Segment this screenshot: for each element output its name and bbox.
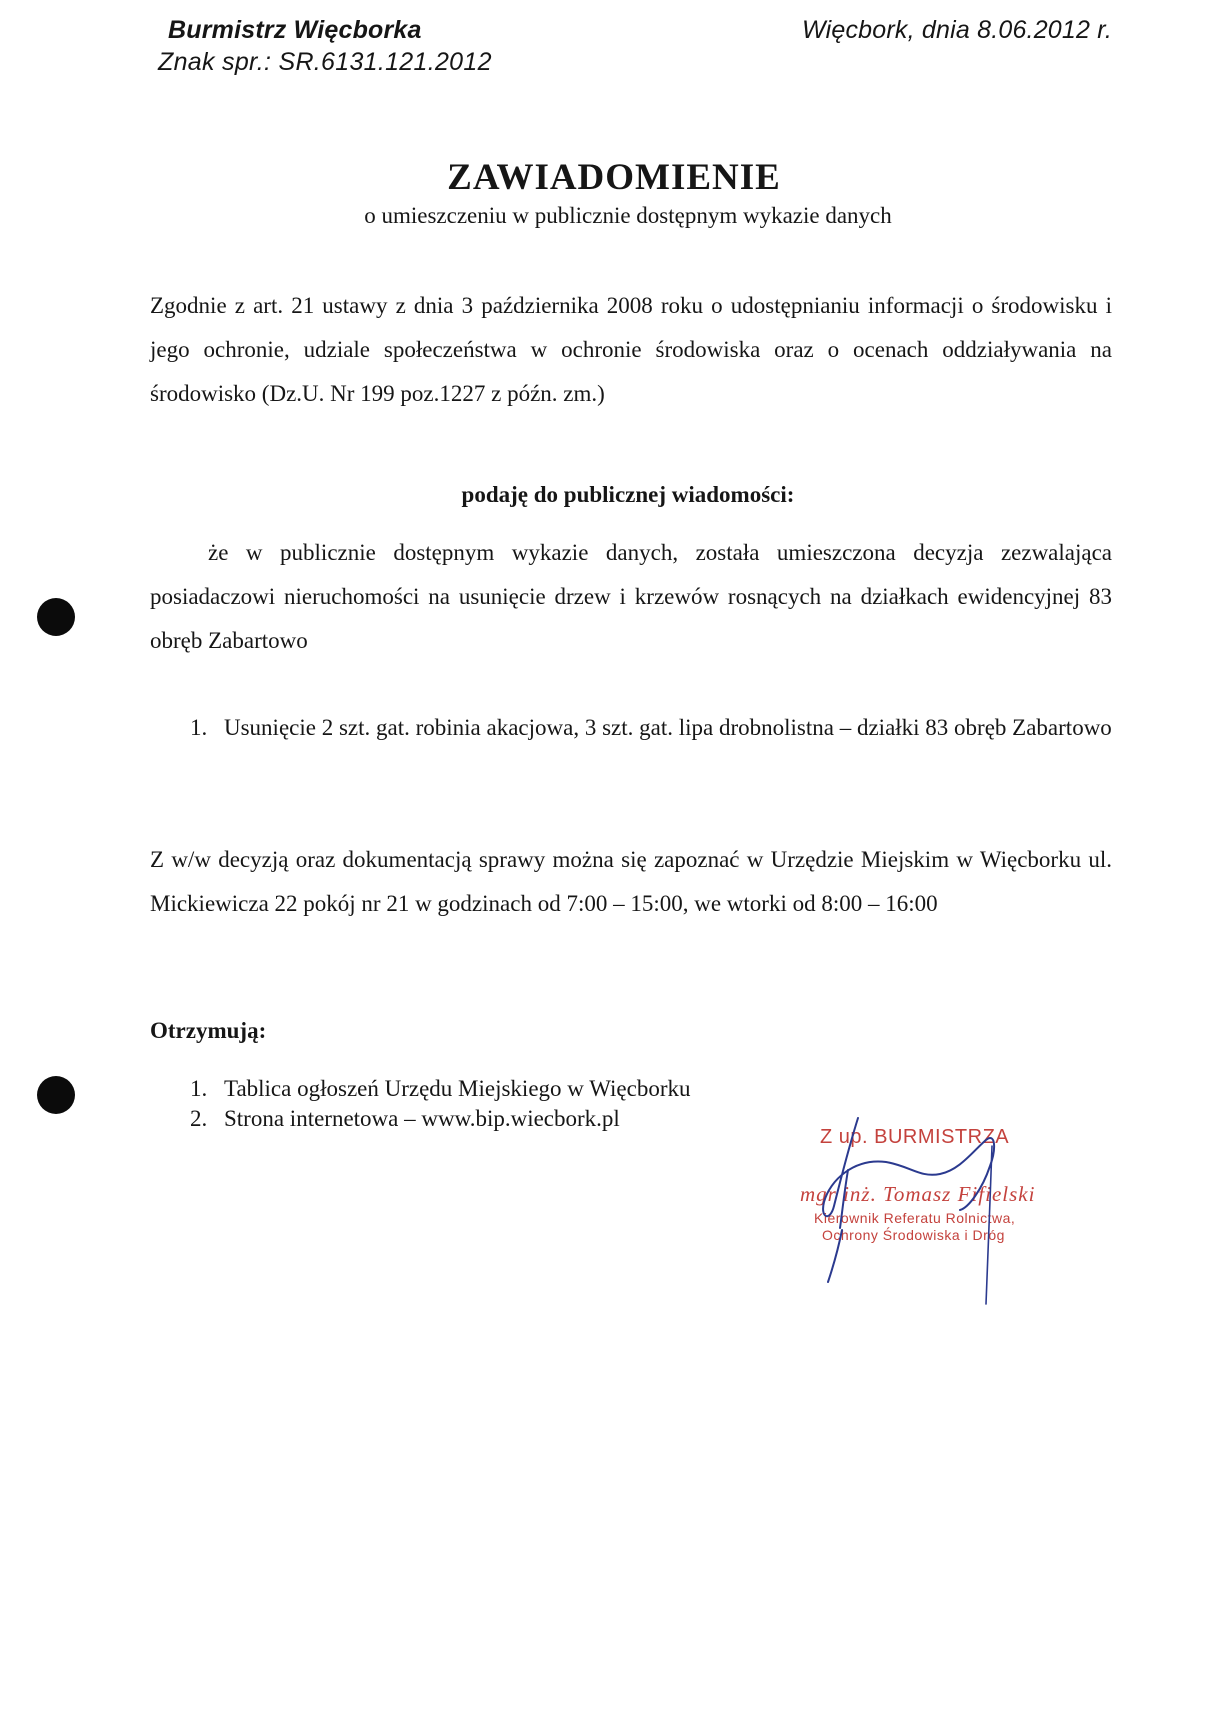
stamp-authority-line: Z up. BURMISTRZA: [820, 1126, 1010, 1148]
recipients-heading: Otrzymują:: [150, 1018, 267, 1043]
document-subtitle: o umieszczeniu w publicznie dostępnym wykazie danych: [364, 203, 892, 228]
list-item-number: 1.: [190, 1076, 208, 1101]
list-item: [190, 706, 1112, 750]
list-item-number: 2.: [190, 1106, 208, 1131]
stamp-department-line: Ochrony Środowiska i Dróg: [822, 1227, 1005, 1243]
decision-items-list: [190, 706, 1112, 750]
access-info-paragraph: Z w/w decyzją oraz dokumentacją sprawy można się zapoznać w Urzędzie Miejskim w Więcborku ul. Mickiewicza 22 pokój nr 21 w godzinach od 7:00 – 15:00, we wtorki od 8:00 – 16:00: [150, 847, 1112, 916]
list-item-text: Tablica ogłoszeń Urzędu Miejskiego w Więcborku: [224, 1076, 691, 1101]
list-item: [190, 1074, 1112, 1104]
case-reference: Znak spr.: SR.6131.121.2012: [158, 48, 492, 76]
decision-paragraph: że w publicznie dostępnym wykazie danych, została umieszczona decyzja zezwalająca posiadaczowi nieruchomości na usunięcie drzew i krzewów rosnących na działkach ewidencyjnej 83 obręb Zabartowo: [150, 540, 1112, 653]
punch-hole-mark: [37, 598, 75, 636]
announcement-heading: podaję do publicznej wiadomości:: [461, 482, 795, 507]
stamp-position-line: Kierownik Referatu Rolnictwa,: [814, 1210, 1016, 1226]
signature-stroke: [828, 1230, 842, 1282]
issuing-office: Burmistrz Więcborka: [168, 16, 422, 44]
list-item-number: 1.: [190, 715, 208, 740]
legal-basis-paragraph: Zgodnie z art. 21 ustawy z dnia 3 października 2008 roku o udostępnianiu informacji o środowisku i jego ochronie, udziale społeczeństwa w ochronie środowiska oraz o ocenach oddziaływania na środowisko (Dz.U. Nr 199 poz.1227 z późn. zm.): [150, 293, 1112, 406]
punch-hole-mark: [37, 1076, 75, 1114]
handwritten-signature: [790, 1110, 1090, 1330]
stamp-name-line: mgr inż. Tomasz Fifielski: [800, 1182, 1036, 1206]
list-item-text: Strona internetowa – www.bip.wiecbork.pl: [224, 1106, 620, 1131]
signature-stroke: [823, 1118, 994, 1216]
list-item-text: Usunięcie 2 szt. gat. robinia akacjowa, 3 szt. gat. lipa drobnolistna – działki 83 obręb Zabartowo: [224, 715, 1112, 740]
place-and-date: Więcbork, dnia 8.06.2012 r.: [802, 16, 1112, 44]
document-title: ZAWIADOMIENIE: [447, 157, 781, 198]
